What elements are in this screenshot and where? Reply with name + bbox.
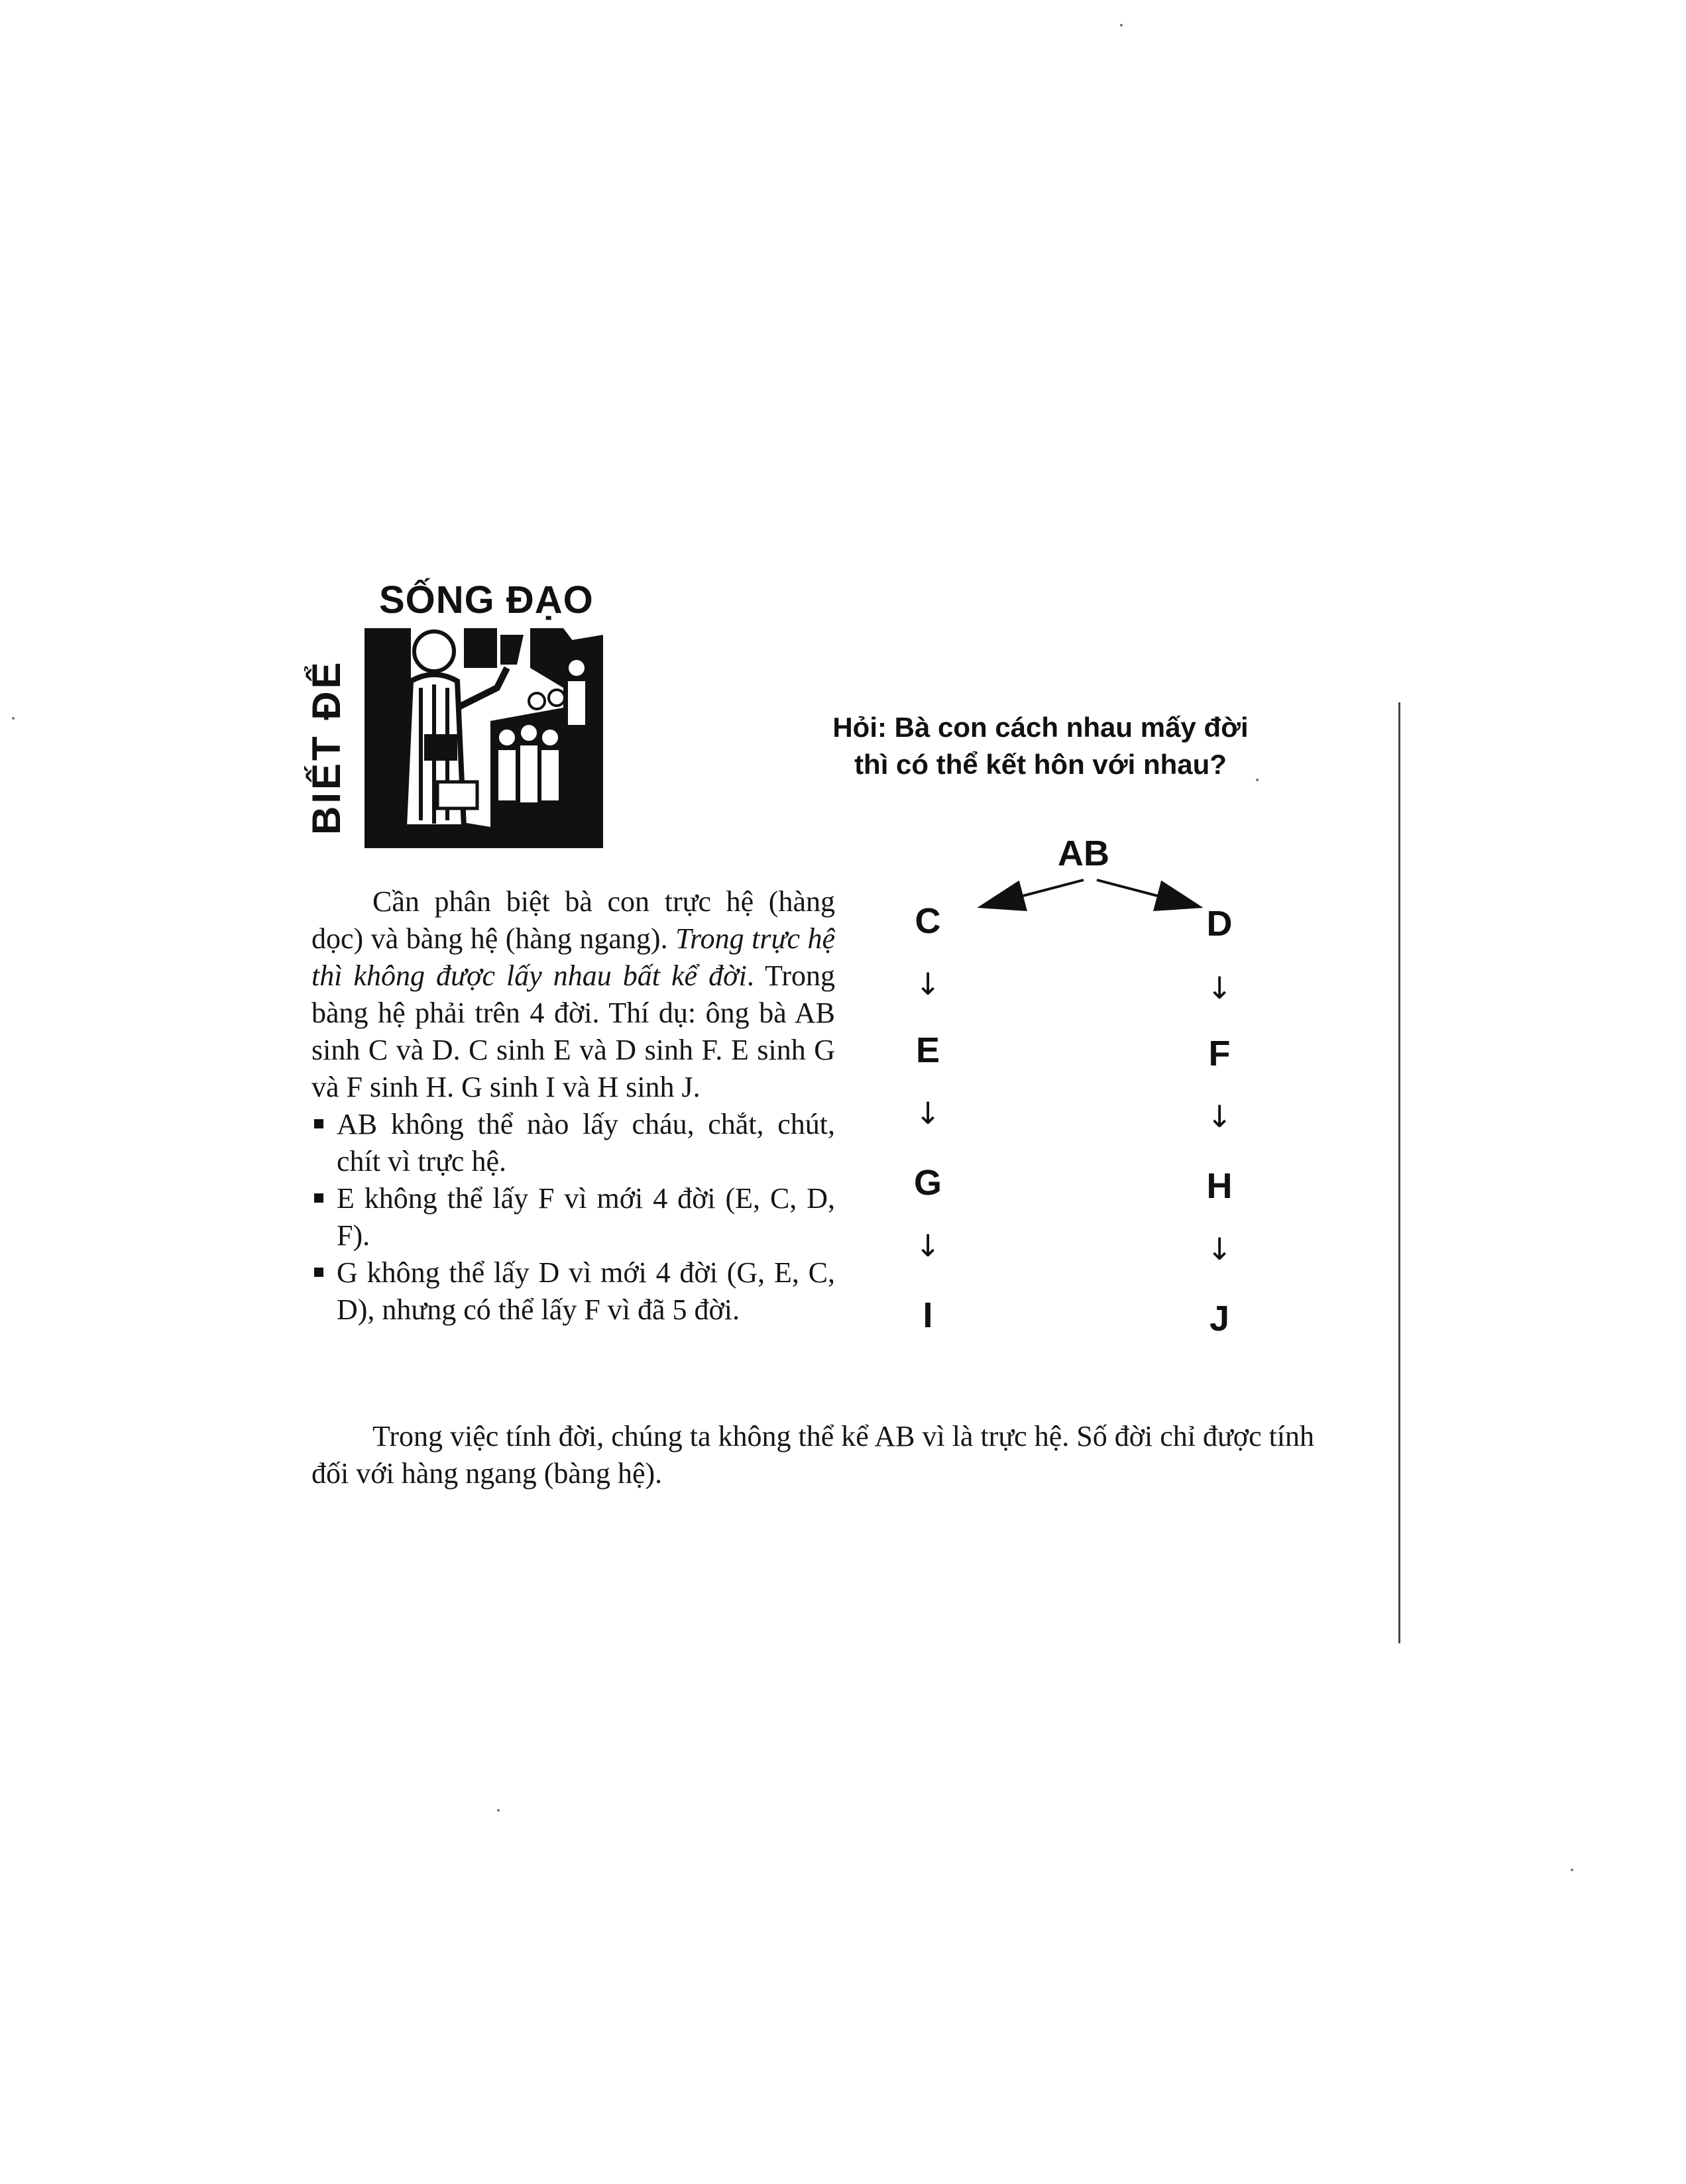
tree-node-left-3: G <box>913 1163 942 1203</box>
question-heading <box>789 709 1292 783</box>
question-line-2: thì có thể kết hôn với nhau? <box>854 749 1227 780</box>
tree-node-right-4: J <box>1209 1299 1230 1338</box>
tree-down-arrow: ↓ <box>1206 1231 1233 1267</box>
scan-speck <box>497 1809 500 1812</box>
tree-down-arrow: ↓ <box>915 966 941 1002</box>
bullet-item: E không thể lấy F vì mới 4 đời (E, C, D, F). <box>311 1180 835 1254</box>
tree-node-right-1: D <box>1206 904 1233 944</box>
scan-speck <box>1120 24 1123 27</box>
tree-down-arrow: ↓ <box>1206 970 1233 1006</box>
tree-node-right-3: H <box>1206 1166 1233 1206</box>
scan-speck <box>1571 1869 1573 1871</box>
tree-node-right-2: F <box>1208 1034 1231 1073</box>
tree-down-arrow: ↓ <box>1206 1099 1233 1134</box>
tree-down-arrow: ↓ <box>915 1095 941 1131</box>
tree-root: AB <box>1058 834 1109 873</box>
tree-node-left-2: E <box>915 1030 940 1070</box>
closing-paragraph: Trong việc tính đời, chúng ta không thể kể AB vì là trực hệ. Số đời chỉ được tính đối với hàng ngang (bàng hệ). <box>311 1420 1315 1490</box>
tree-node-left-1: C <box>915 901 941 941</box>
bullet-item: G không thể lấy D vì mới 4 đời (G, E, C, D), nhưng có thể lấy F vì đã 5 đời. <box>311 1254 835 1329</box>
question-line-1: Hỏi: Bà con cách nhau mấy đời <box>832 712 1249 743</box>
bullet-list <box>311 1106 835 1329</box>
scan-speck <box>12 717 15 720</box>
logo-title: SỐNG ĐẠO <box>379 578 594 622</box>
intro-paragraph <box>311 883 835 1106</box>
intro-italic: Trong trực hệ thì không được lấy nhau bất kể đời <box>311 922 835 992</box>
scan-margin-line <box>1398 702 1400 1643</box>
logo-side-text: BIẾT ĐỂ <box>304 659 349 835</box>
intro-rest: . Trong bàng hệ phải trên 4 đời. Thí dụ: ông bà AB sinh C và D. C sinh E và D sinh F. E sinh G và F sinh H. G sinh I và H sinh J. <box>311 959 836 1103</box>
tree-node-left-4: I <box>923 1295 933 1335</box>
tree-down-arrow: ↓ <box>915 1228 941 1264</box>
answer-body <box>311 883 835 1329</box>
scan-speck <box>1256 779 1259 781</box>
bullet-item: AB không thể nào lấy cháu, chắt, chút, chít vì trực hệ. <box>311 1106 835 1180</box>
intro-plain: Cần phân biệt bà con trực hệ (hàng dọc) và bàng hệ (hàng ngang). <box>311 885 835 955</box>
priest-teaching-illustration <box>365 628 603 848</box>
